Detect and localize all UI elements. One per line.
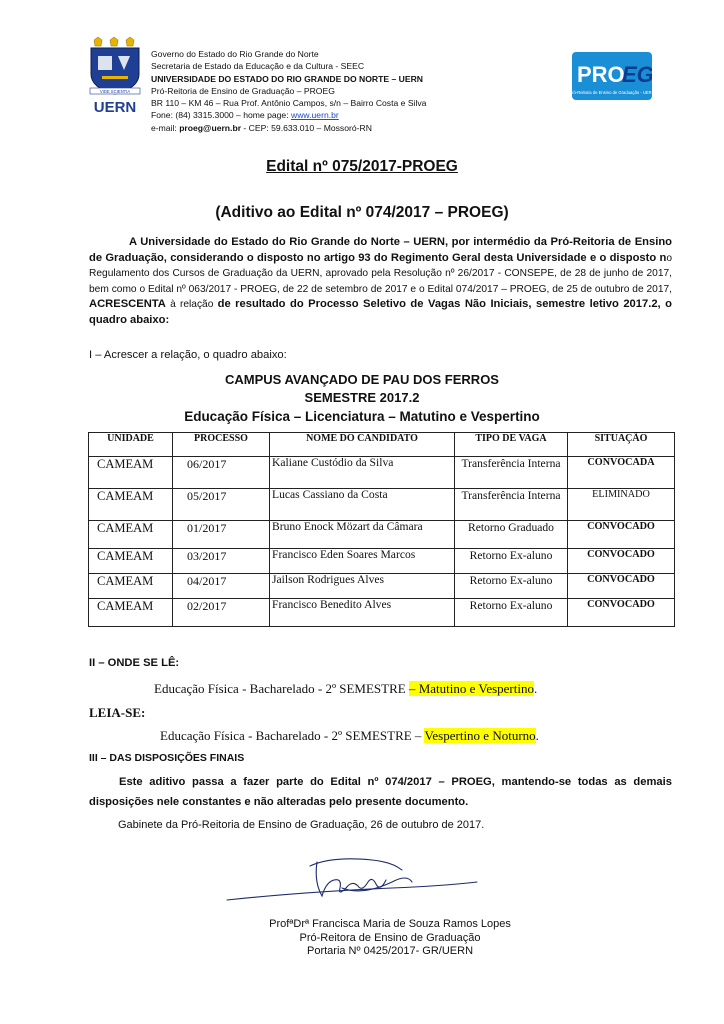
header-unidade: UNIDADE xyxy=(89,433,173,457)
institution-header xyxy=(151,48,426,134)
intro-paragraph: A Universidade do Estado do Rio Grande do Norte – UERN, por intermédio da Pró-Reitoria de Ensino de Graduação, considerando o disposto no artigo 93 do Regimento Geral desta Universidade e o disposto no Regulamento dos Cursos de Graduação da UERN, aprovado pela Resolução nº 26/2017 - CONSEPE, de 28 de junho de 2017, bem como o Edital nº 063/2017 - PROEG, de 22 de setembro de 2017 e o Edital 074/2017 – PROEG, de 25 de outubro de 2017, ACRESCENTA à relação de resultado do Processo Seletivo de Vagas Não Iniciais, semestre letivo 2017.2, o quadro abaixo: xyxy=(89,236,672,326)
table-row: CAMEAM 04/2017 Jailson Rodrigues Alves Retorno Ex-aluno CONVOCADO xyxy=(89,574,675,599)
leia-se-label: LEIA-SE: xyxy=(89,705,146,720)
section-2-heading: II – ONDE SE LÊ: xyxy=(89,657,180,669)
signature-block xyxy=(240,918,540,959)
proeg-logo-subtitle: Pró-Reitoria de Ensino de Graduação - UERN xyxy=(572,90,652,95)
aditivo-title: (Aditivo ao Edital nº 074/2017 – PROEG) xyxy=(215,204,509,221)
header-line-university: UNIVERSIDADE DO ESTADO DO RIO GRANDE DO NORTE – UERN xyxy=(151,73,423,84)
email-address: proeg@uern.br xyxy=(179,122,242,133)
place-date-line: Gabinete da Pró-Reitoria de Ensino de Graduação, 26 de outubro de 2017. xyxy=(118,819,485,831)
header-line-email: e-mail: proeg@uern.br - CEP: 59.633.010 – Mossoró-RN xyxy=(151,122,372,133)
header-situacao: SITUAÇÃO xyxy=(568,433,675,457)
table-header-row xyxy=(89,433,675,457)
proeg-logo-icon xyxy=(572,52,652,100)
final-provisions-text: Este aditivo passa a fazer parte do Edital nº 074/2017 – PROEG, mantendo-se todas as demais disposições nele constantes e não alteradas pelo presente documento. xyxy=(89,776,672,808)
proeg-logo-text: PRO xyxy=(577,62,625,87)
edital-title: Edital nº 075/2017-PROEG xyxy=(266,158,458,175)
onde-se-le-highlight: – Matutino e Vespertino xyxy=(408,681,534,696)
header-processo: PROCESSO xyxy=(173,433,270,457)
leia-se-highlight: Vespertino e Noturno xyxy=(424,728,536,743)
signatory-portaria: Portaria Nº 0425/2017- GR/UERN xyxy=(306,945,474,957)
header-line-proeg: Pró-Reitoria de Ensino de Graduação – PROEG xyxy=(151,85,335,96)
homepage-link[interactable]: www.uern.br xyxy=(291,110,339,121)
uern-motto: VIDE SCIENTIA xyxy=(99,89,131,94)
table-row: CAMEAM 01/2017 Bruno Enock Mözart da Câmara Retorno Graduado CONVOCADO xyxy=(89,521,675,549)
onde-se-le-text: Educação Física - Bacharelado - 2º SEMESTRE – Matutino e Vespertino. xyxy=(154,681,538,696)
header-tipo: TIPO DE VAGA xyxy=(455,433,568,457)
uern-logo-text: UERN xyxy=(93,99,137,116)
campus-course: Educação Física – Licenciatura – Matutino e Vespertino xyxy=(184,409,540,424)
uern-coat-of-arms-icon xyxy=(88,36,146,118)
section-1-heading: I – Acrescer a relação, o quadro abaixo: xyxy=(89,349,287,361)
table-row: CAMEAM 02/2017 Francisco Benedito Alves Retorno Ex-aluno CONVOCADO xyxy=(89,599,675,627)
campus-name: CAMPUS AVANÇADO DE PAU DOS FERROS xyxy=(225,372,499,387)
header-line-phone: Fone: (84) 3315.3000 – home page: www.uern.br xyxy=(151,110,339,121)
header-line-secretariat: Secretaria de Estado da Educação e da Cultura - SEEC xyxy=(151,61,365,72)
header-line-government: Governo do Estado do Rio Grande do Norte xyxy=(151,49,319,59)
handwritten-signature-icon xyxy=(222,852,482,912)
results-table xyxy=(88,432,675,627)
table-row: CAMEAM 06/2017 Kaliane Custódio da Silva Transferência Interna CONVOCADA xyxy=(89,457,675,489)
leia-se-text: Educação Física - Bacharelado - 2º SEMESTRE – Vespertino e Noturno. xyxy=(160,728,539,743)
campus-semester: SEMESTRE 2017.2 xyxy=(304,390,420,405)
signatory-role: Pró-Reitora de Ensino de Graduação xyxy=(299,931,481,944)
section-3-heading: III – DAS DISPOSIÇÕES FINAIS xyxy=(89,752,245,764)
signatory-name: ProfªDrª Francisca Maria de Souza Ramos Lopes xyxy=(269,918,511,930)
proeg-logo-text-2: EG xyxy=(622,62,652,87)
table-row: CAMEAM 05/2017 Lucas Cassiano da Costa Transferência Interna ELIMINADO xyxy=(89,489,675,521)
header-nome: NOME DO CANDIDATO xyxy=(270,433,455,457)
header-line-address: BR 110 – KM 46 – Rua Prof. Antônio Campos, s/n – Bairro Costa e Silva xyxy=(151,98,427,109)
table-row: CAMEAM 03/2017 Francisco Eden Soares Marcos Retorno Ex-aluno CONVOCADO xyxy=(89,549,675,574)
